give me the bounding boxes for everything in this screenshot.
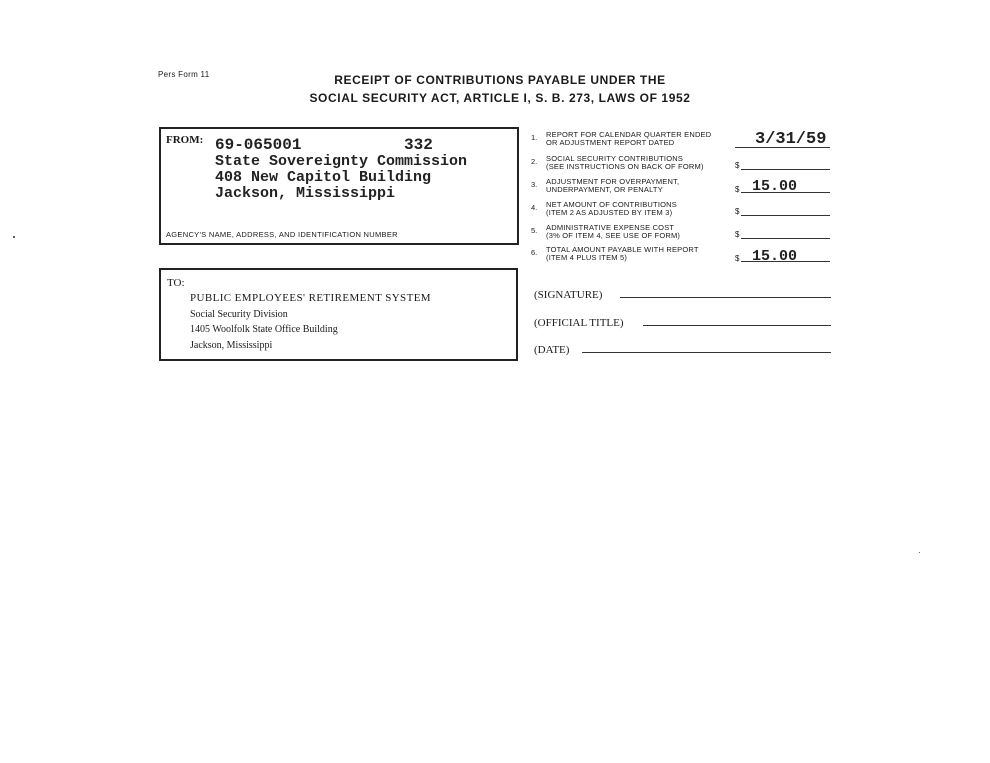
recipient-name: PUBLIC EMPLOYEES' RETIREMENT SYSTEM: [190, 292, 431, 304]
item-label-line1: REPORT FOR CALENDAR QUARTER ENDED: [546, 130, 712, 139]
agency-caption: AGENCY'S NAME, ADDRESS, AND IDENTIFICATION NUMBER: [166, 230, 398, 239]
item-label-line2: (SEE INSTRUCTIONS ON BACK OF FORM): [546, 162, 704, 171]
to-label: TO:: [167, 277, 185, 289]
dollar-sign: $: [735, 230, 740, 239]
item-label-line2: (ITEM 2 AS ADJUSTED BY ITEM 3): [546, 208, 673, 217]
official-title-label: (OFFICIAL TITLE): [534, 317, 624, 329]
recipient-address: 1405 Woolfolk State Office Building: [190, 324, 338, 335]
official-title-line: [643, 325, 831, 326]
adjustment-amount-value: 15.00: [752, 178, 798, 195]
dollar-sign: $: [735, 161, 740, 170]
item-label-line1: NET AMOUNT OF CONTRIBUTIONS: [546, 200, 677, 209]
item-number: 3.: [531, 180, 538, 189]
admin-cost-line: [741, 238, 830, 239]
item-number: 4.: [531, 203, 538, 212]
agency-code: 332: [404, 136, 433, 154]
item-label-line1: ADJUSTMENT FOR OVERPAYMENT,: [546, 177, 680, 186]
item-label-line1: SOCIAL SECURITY CONTRIBUTIONS: [546, 154, 684, 163]
item-label-line1: TOTAL AMOUNT PAYABLE WITH REPORT: [546, 245, 699, 254]
form-title-line1: RECEIPT OF CONTRIBUTIONS PAYABLE UNDER THE: [334, 73, 666, 87]
item-number: 2.: [531, 157, 538, 166]
agency-address: 408 New Capitol Building: [215, 169, 432, 186]
item-number: 1.: [531, 133, 538, 142]
signature-line: [620, 297, 831, 298]
dollar-sign: $: [735, 207, 740, 216]
recipient-division: Social Security Division: [190, 309, 288, 320]
item-label-line2: UNDERPAYMENT, OR PENALTY: [546, 185, 663, 194]
dollar-sign: $: [735, 185, 740, 194]
item-number: 6.: [531, 248, 538, 257]
total-amount-value: 15.00: [752, 248, 798, 265]
date-line: [582, 352, 831, 353]
signature-label: (SIGNATURE): [534, 289, 603, 301]
item-label-line2: OR ADJUSTMENT REPORT DATED: [546, 138, 675, 147]
agency-name: State Sovereignty Commission: [215, 153, 468, 170]
item-label-line1: ADMINISTRATIVE EXPENSE COST: [546, 223, 675, 232]
net-amount-line: [741, 215, 830, 216]
contributions-amount-line: [741, 169, 830, 170]
form-title-line2: SOCIAL SECURITY ACT, ARTICLE I, S. B. 273, LAWS OF 1952: [309, 91, 691, 105]
date-label: (DATE): [534, 344, 570, 356]
item-label-line2: (ITEM 4 PLUS ITEM 5): [546, 253, 628, 262]
form-id: Pers Form 11: [158, 70, 210, 79]
item-label-line2: (3% OF ITEM 4, SEE USE OF FORM): [546, 231, 681, 240]
dollar-sign: $: [735, 254, 740, 263]
agency-city: Jackson, Mississippi: [215, 185, 396, 202]
from-label: FROM:: [166, 134, 204, 146]
scan-speck: [919, 552, 920, 553]
agency-id-number: 69-065001: [215, 136, 302, 154]
item-number: 5.: [531, 226, 538, 235]
scan-speck: [13, 236, 15, 238]
quarter-date-value: 3/31/59: [755, 130, 827, 149]
recipient-city: Jackson, Mississippi: [190, 340, 273, 351]
